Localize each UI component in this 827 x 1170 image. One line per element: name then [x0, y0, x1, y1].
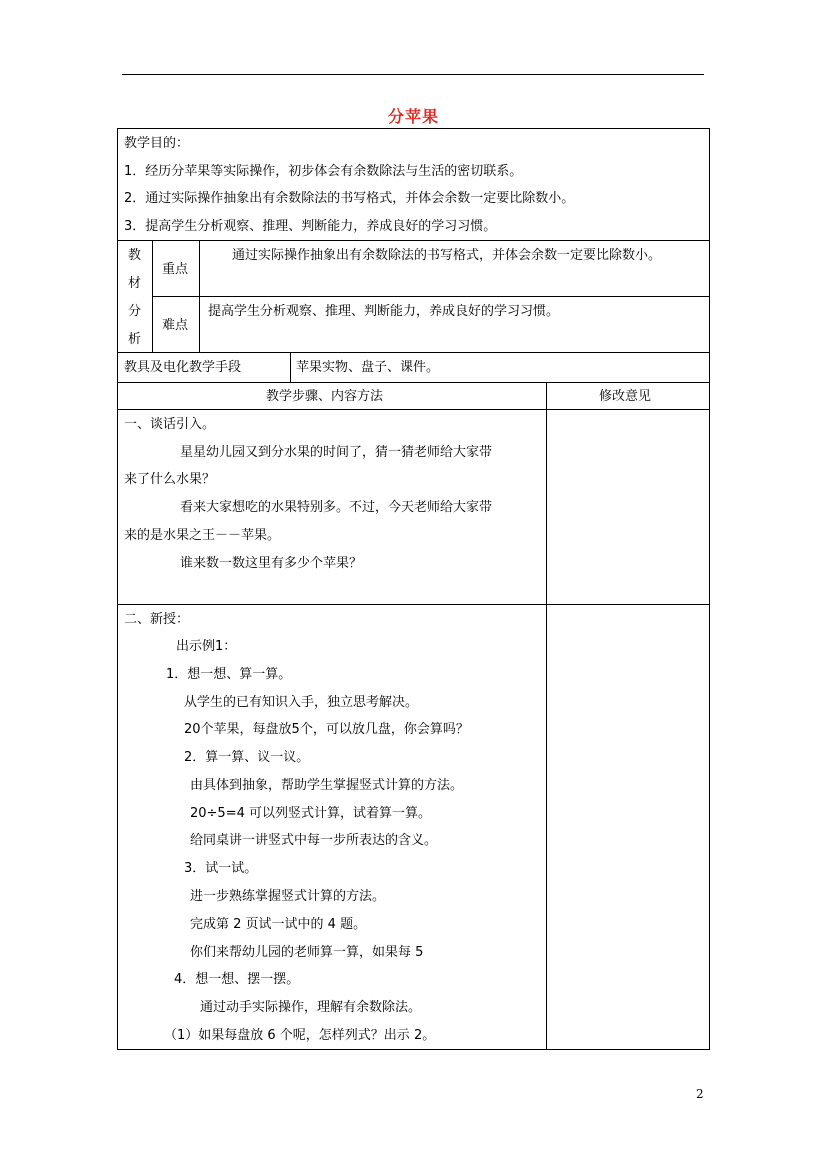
page-number: 2: [696, 1087, 704, 1101]
analysis-side-label: 析: [128, 332, 142, 347]
objective-item: 3．提高学生分析观察、推理、判断能力，养成良好的学习习惯。: [124, 219, 497, 234]
revision-column-header: 修改意见: [599, 389, 652, 404]
body-line: 完成第 2 页试一试中的 4 题。: [190, 917, 367, 932]
body-line: 3．试一试。: [184, 861, 258, 876]
body-line: 1．想一想、算一算。: [166, 667, 292, 682]
lesson-plan-table: [117, 128, 710, 1050]
row-divider: [117, 240, 710, 241]
body-line: 4．想一想、摆一摆。: [174, 972, 300, 987]
page-title: 分苹果: [387, 107, 439, 126]
key-point-text: 通过实际操作抽象出有余数除法的书写格式，并体会余数一定要比除数小。: [232, 248, 662, 263]
objectives-heading: 教学目的：: [124, 136, 190, 151]
body-line: 星星幼儿园又到分水果的时间了，猜一猜老师给大家带: [180, 445, 493, 460]
difficulty-label: 难点: [162, 318, 189, 333]
analysis-side-label: 材: [128, 276, 142, 291]
body-line: 20个苹果，每盘放5个，可以放几盘，你会算吗？: [184, 722, 469, 737]
row-divider: [117, 382, 710, 383]
body-line: 给同桌讲一讲竖式中每一步所表达的含义。: [190, 833, 438, 848]
body-line: 从学生的已有知识入手，独立思考解决。: [184, 695, 419, 710]
analysis-side-label: 分: [128, 304, 142, 319]
body-line: 进一步熟练掌握竖式计算的方法。: [190, 889, 386, 904]
objective-item: 2．通过实际操作抽象出有余数除法的书写格式，并体会余数一定要比除数小。: [124, 191, 575, 206]
col-divider: [199, 240, 200, 352]
header-rule: [122, 74, 704, 75]
col-divider: [290, 352, 291, 382]
row-divider: [117, 352, 710, 353]
section-heading: 一、谈话引入。: [124, 417, 216, 432]
section-heading: 二、新授：: [124, 612, 190, 627]
analysis-side-label: 教: [128, 248, 142, 263]
col-divider: [546, 382, 547, 1050]
body-line: 你们来帮幼儿园的老师算一算，如果每 5: [190, 945, 424, 960]
row-divider: [152, 296, 710, 297]
body-line: 20÷5=4 可以列竖式计算，试着算一算。: [190, 806, 432, 821]
difficulty-text: 提高学生分析观察、推理、判断能力，养成良好的学习习惯。: [208, 304, 560, 319]
tools-value: 苹果实物、盘子、课件。: [296, 360, 440, 375]
body-line: 由具体到抽象，帮助学生掌握竖式计算的方法。: [190, 778, 464, 793]
row-divider: [117, 604, 710, 605]
objective-item: 1．经历分苹果等实际操作，初步体会有余数除法与生活的密切联系。: [124, 164, 523, 179]
col-divider: [152, 240, 153, 352]
row-divider: [117, 409, 710, 410]
body-line: 看来大家想吃的水果特别多。不过，今天老师给大家带: [180, 500, 493, 515]
body-line: （1）如果每盘放 6 个呢，怎样列式？出示 2。: [164, 1028, 436, 1043]
key-point-label: 重点: [162, 262, 189, 277]
body-line: 来了什么水果？: [124, 472, 216, 487]
body-line: 谁来数一数这里有多少个苹果？: [180, 556, 363, 571]
body-line: 来的是水果之王－－苹果。: [124, 528, 281, 543]
tools-label: 教具及电化教学手段: [124, 360, 242, 375]
body-line: 2．算一算、议一议。: [184, 750, 310, 765]
body-line: 通过动手实际操作，理解有余数除法。: [200, 1000, 422, 1015]
body-line: 出示例1：: [176, 639, 237, 654]
steps-column-header: 教学步骤、内容方法: [266, 389, 384, 404]
